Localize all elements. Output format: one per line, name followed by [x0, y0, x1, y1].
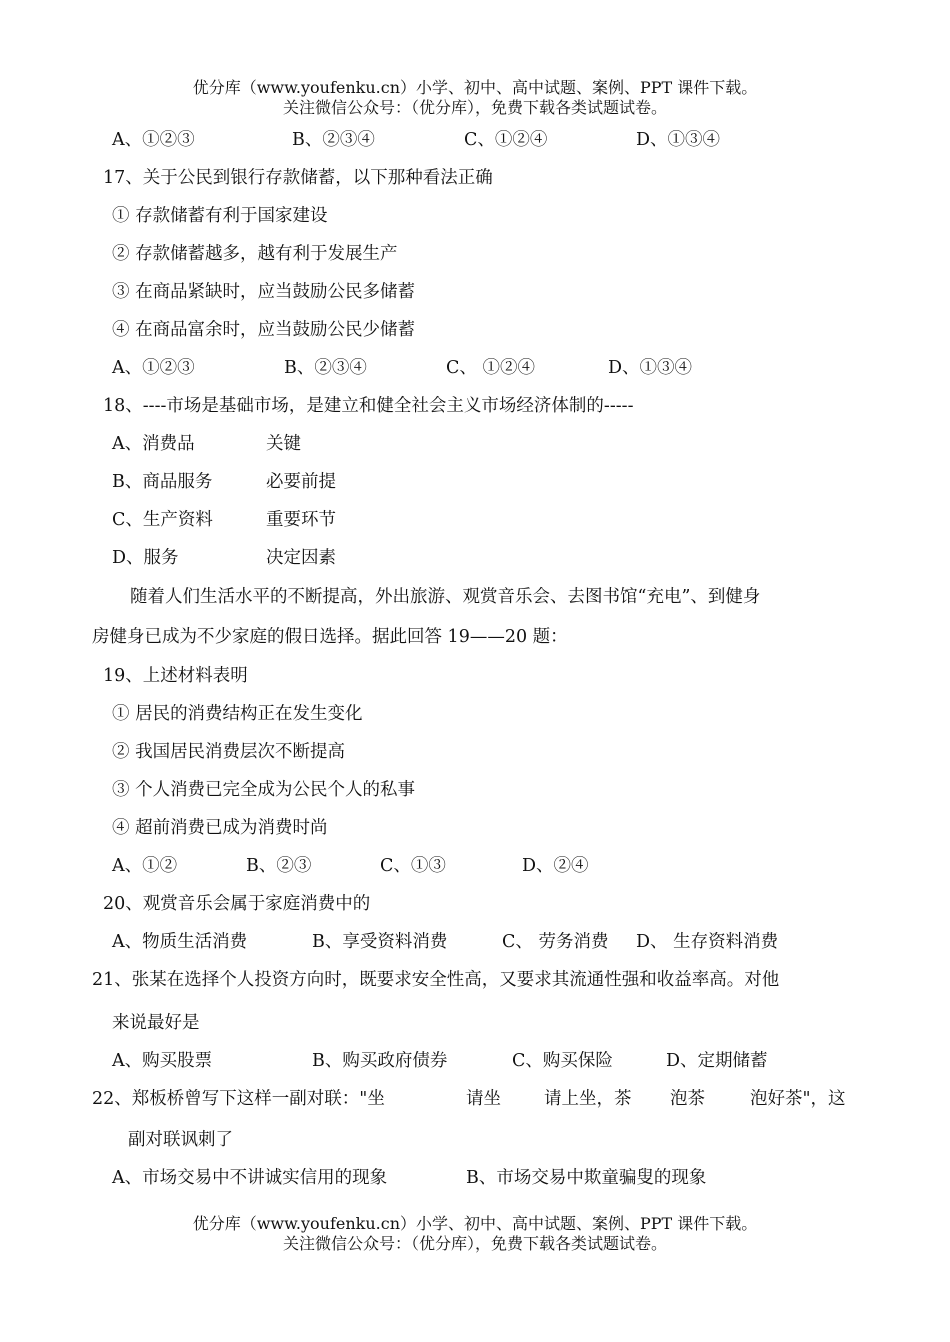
- q18-option-b-role: 必要前提: [266, 472, 336, 492]
- q17-item-2: ② 存款储蓄越多，越有利于发展生产: [112, 244, 398, 264]
- q17-option-c: C、 ①②④: [446, 358, 535, 378]
- q18-option-b-text: B、商品服务: [112, 472, 213, 492]
- q21-stem-line-1: 21、张某在选择个人投资方向时，既要求安全性高，又要求其流通性强和收益率高。对他: [92, 970, 780, 990]
- q16-option-d: D、①③④: [636, 130, 721, 150]
- q18-stem: 18、----市场是基础市场，是建立和健全社会主义市场经济体制的-----: [103, 396, 634, 416]
- q19-stem: 19、上述材料表明: [103, 666, 248, 686]
- q21-option-c: C、购买保险: [512, 1051, 613, 1071]
- q18-option-d-text: D、服务: [112, 548, 179, 568]
- material-line-1: 随着人们生活水平的不断提高，外出旅游、观赏音乐会、去图书馆“充电”、到健身: [130, 587, 761, 607]
- q17-item-3: ③ 在商品紧缺时，应当鼓励公民多储蓄: [112, 282, 416, 302]
- q19-option-c: C、①③: [380, 856, 446, 876]
- footer-line-2: 关注微信公众号：（优分库），免费下载各类试题试卷。: [282, 1234, 667, 1253]
- q16-option-c: C、①②④: [464, 130, 548, 150]
- q17-option-b: B、②③④: [284, 358, 367, 378]
- q19-option-d: D、②④: [522, 856, 589, 876]
- material-line-2: 房健身已成为不少家庭的假日选择。据此回答 19——20 题：: [92, 627, 568, 647]
- q17-stem: 17、关于公民到银行存款储蓄，以下那种看法正确: [103, 168, 493, 188]
- q22-stem-part-5: 泡好茶"，这: [750, 1089, 846, 1109]
- q17-item-4: ④ 在商品富余时，应当鼓励公民少储蓄: [112, 320, 416, 340]
- q22-stem-part-1: 22、郑板桥曾写下这样一副对联："坐: [92, 1089, 385, 1109]
- q22-stem-line-2: 副对联讽刺了: [128, 1130, 233, 1150]
- q22-option-a: A、市场交易中不讲诚实信用的现象: [112, 1168, 388, 1188]
- q18-option-c-role: 重要环节: [266, 510, 336, 530]
- q16-option-a: A、①②③: [112, 130, 195, 150]
- q20-option-a: A、物质生活消费: [112, 932, 248, 952]
- q17-item-1: ① 存款储蓄有利于国家建设: [112, 206, 328, 226]
- q20-option-c: C、 劳务消费: [502, 932, 609, 952]
- q20-option-d: D、 生存资料消费: [636, 932, 779, 952]
- q21-option-b: B、购买政府债券: [312, 1051, 448, 1071]
- q21-option-d: D、定期储蓄: [666, 1051, 768, 1071]
- header-line-1: 优分库（www.youfenku.cn）小学、初中、高中试题、案例、PPT 课件下载。: [192, 78, 758, 97]
- footer-line-1: 优分库（www.youfenku.cn）小学、初中、高中试题、案例、PPT 课件下载。: [192, 1214, 758, 1233]
- q18-option-a-text: A、消费品: [112, 434, 195, 454]
- q17-option-a: A、①②③: [112, 358, 195, 378]
- q20-option-b: B、享受资料消费: [312, 932, 448, 952]
- q21-stem-line-2: 来说最好是: [112, 1013, 200, 1033]
- q19-item-4: ④ 超前消费已成为消费时尚: [112, 818, 328, 838]
- q22-stem-part-3: 请上坐，茶: [544, 1089, 632, 1109]
- q19-option-b: B、②③: [246, 856, 312, 876]
- header-line-2: 关注微信公众号：（优分库），免费下载各类试题试卷。: [282, 98, 667, 117]
- q20-stem: 20、观赏音乐会属于家庭消费中的: [103, 894, 371, 914]
- q18-option-c-text: C、生产资料: [112, 510, 213, 530]
- q22-option-b: B、市场交易中欺童骗叟的现象: [466, 1168, 707, 1188]
- q19-item-2: ② 我国居民消费层次不断提高: [112, 742, 346, 762]
- q19-item-3: ③ 个人消费已完全成为公民个人的私事: [112, 780, 416, 800]
- q18-option-d-role: 决定因素: [266, 548, 336, 568]
- q18-option-a-role: 关键: [266, 434, 301, 454]
- q22-stem-part-4: 泡茶: [670, 1089, 705, 1109]
- q16-option-b: B、②③④: [292, 130, 375, 150]
- q17-option-d: D、①③④: [608, 358, 693, 378]
- q19-item-1: ① 居民的消费结构正在发生变化: [112, 704, 363, 724]
- q19-option-a: A、①②: [112, 856, 178, 876]
- q21-option-a: A、购买股票: [112, 1051, 213, 1071]
- q22-stem-part-2: 请坐: [466, 1089, 501, 1109]
